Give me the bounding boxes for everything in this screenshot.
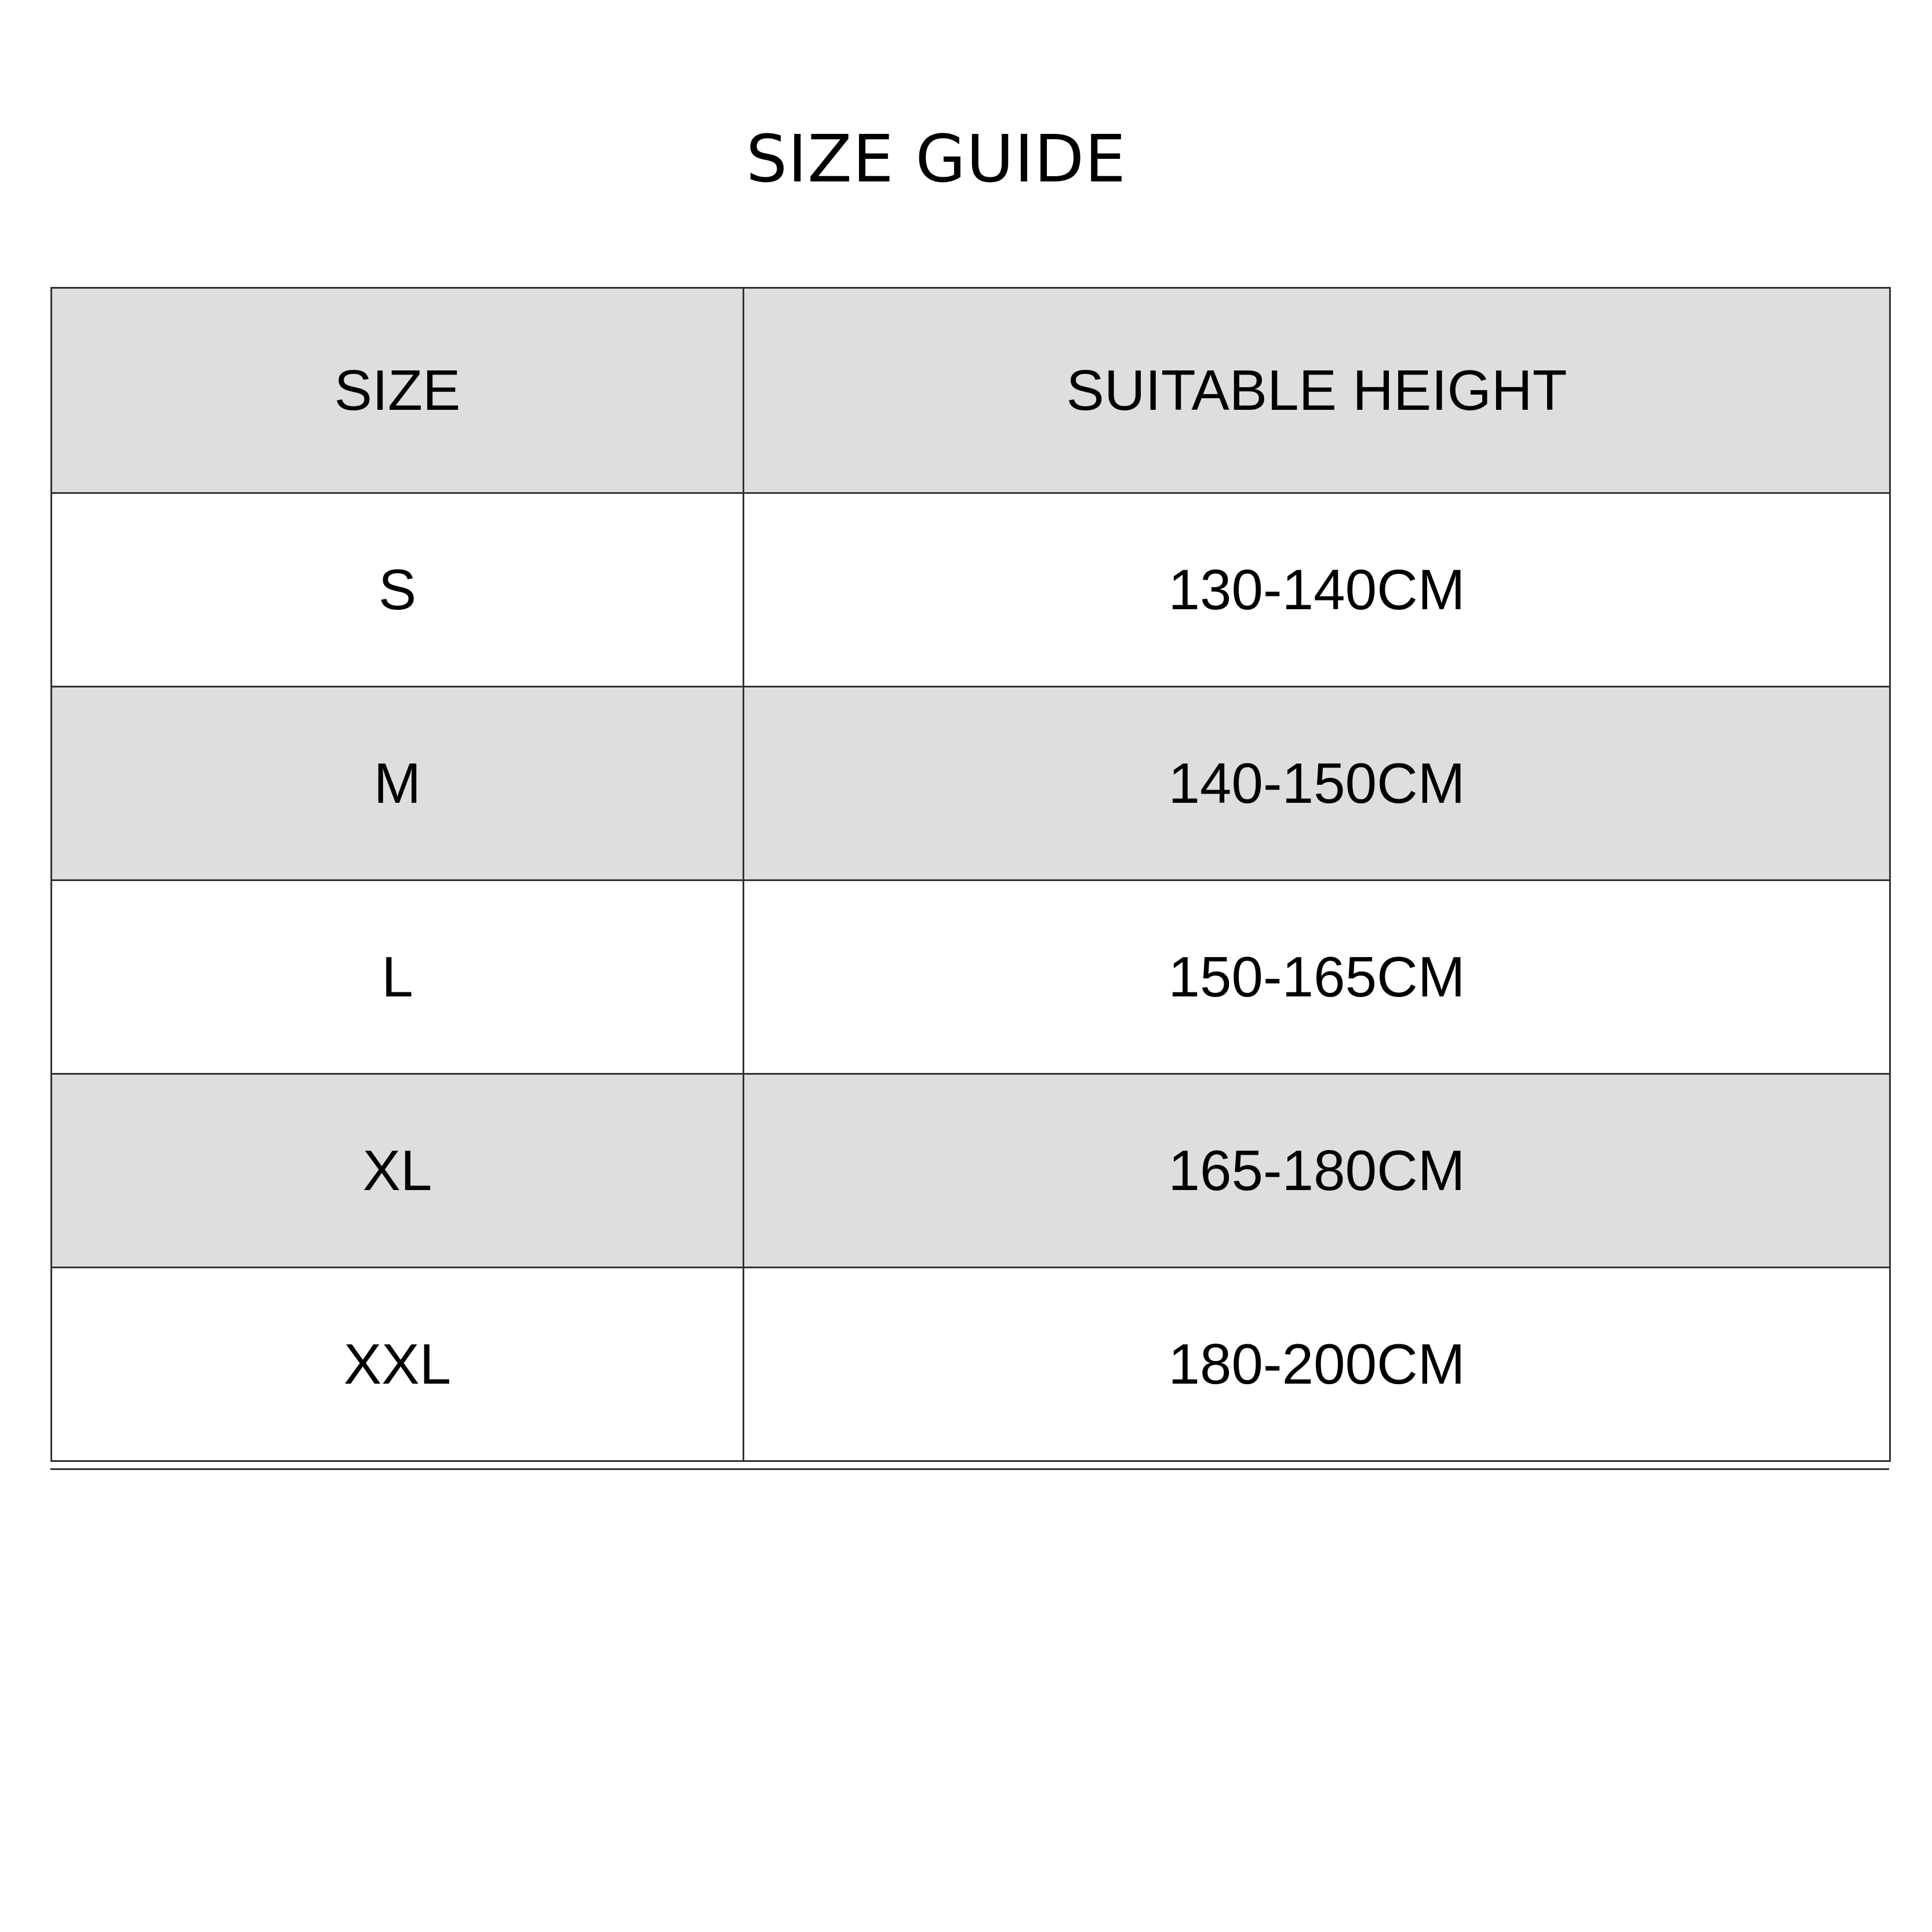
table-header-row <box>52 288 1890 493</box>
page-title: SIZE GUIDE <box>745 122 1127 197</box>
header-size: SIZE <box>52 288 744 493</box>
size-cell: XL <box>52 1074 744 1268</box>
size-guide-table <box>50 287 1891 1462</box>
table-row <box>52 1074 1890 1268</box>
header-suitable-height: SUITABLE HEIGHT <box>744 288 1890 493</box>
height-cell: 180-200CM <box>744 1268 1890 1461</box>
height-cell: 140-150CM <box>744 687 1890 881</box>
height-cell: 165-180CM <box>744 1074 1890 1268</box>
table-row <box>52 881 1890 1074</box>
height-cell: 130-140CM <box>744 493 1890 687</box>
height-cell: 150-165CM <box>744 881 1890 1074</box>
size-cell: M <box>52 687 744 881</box>
table-row <box>52 493 1890 687</box>
size-cell: L <box>52 881 744 1074</box>
size-cell: XXL <box>52 1268 744 1461</box>
table-row <box>52 1268 1890 1461</box>
size-cell: S <box>52 493 744 687</box>
size-guide-table-wrapper <box>50 287 1889 1470</box>
table-row <box>52 687 1890 881</box>
